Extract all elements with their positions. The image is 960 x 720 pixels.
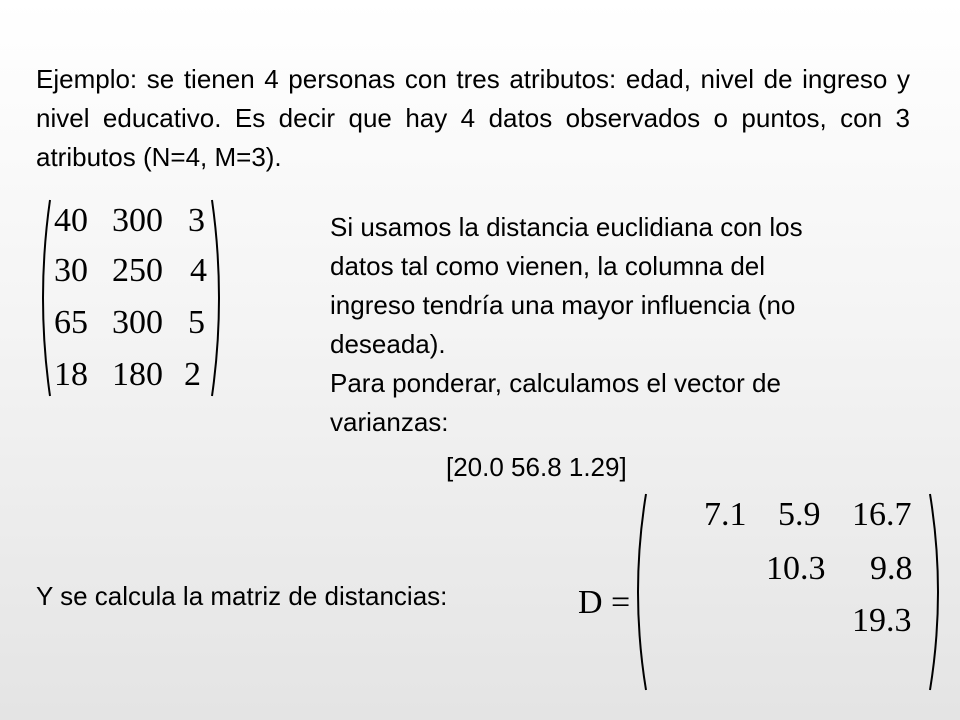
distance-matrix-label: Y se calcula la matriz de distancias: [36, 581, 448, 611]
data-matrix-cell: 65 [54, 304, 88, 341]
data-matrix-cell: 3 [188, 202, 205, 239]
data-matrix-cell: 5 [188, 304, 205, 341]
variance-vector: [20.0 56.8 1.29] [446, 452, 627, 482]
explanation-paragraph [330, 208, 920, 442]
data-matrix-cell: 30 [54, 252, 88, 289]
data-matrix-cell: 2 [184, 356, 201, 393]
data-matrix [36, 192, 226, 404]
distance-matrix-cell: 7.1 [704, 496, 747, 533]
distance-matrix-cell: 5.9 [778, 496, 821, 533]
data-matrix-cell: 18 [54, 356, 88, 393]
data-matrix-cell: 250 [112, 252, 163, 289]
distance-matrix-symbol: D = [578, 584, 631, 621]
distance-matrix [630, 488, 946, 696]
data-matrix-cell: 300 [112, 304, 163, 341]
intro-paragraph: Ejemplo: se tienen 4 personas con tres atributos: edad, nivel de ingreso y nivel educativo. Es decir que hay 4 datos observados o puntos, con 3 atributos (N=4, M=3). [36, 64, 910, 172]
data-matrix-cell: 180 [112, 356, 163, 393]
explanation-line: varianzas: [330, 407, 449, 437]
data-matrix-cell: 4 [190, 252, 207, 289]
data-matrix-cell: 40 [54, 202, 88, 239]
distance-matrix-cell: 9.8 [870, 550, 913, 587]
distance-matrix-cell: 16.7 [852, 496, 912, 533]
explanation-line: ingreso tendría una mayor influencia (no [330, 290, 796, 320]
explanation-line: Si usamos la distancia euclidiana con los [330, 212, 803, 242]
explanation-line: deseada). [330, 329, 446, 359]
data-matrix-cell: 300 [112, 202, 163, 239]
explanation-line: datos tal como vienen, la columna del [330, 251, 766, 281]
explanation-line: Para ponderar, calculamos el vector de [330, 368, 781, 398]
distance-matrix-cell: 10.3 [766, 550, 826, 587]
distance-matrix-cell: 19.3 [852, 602, 912, 639]
